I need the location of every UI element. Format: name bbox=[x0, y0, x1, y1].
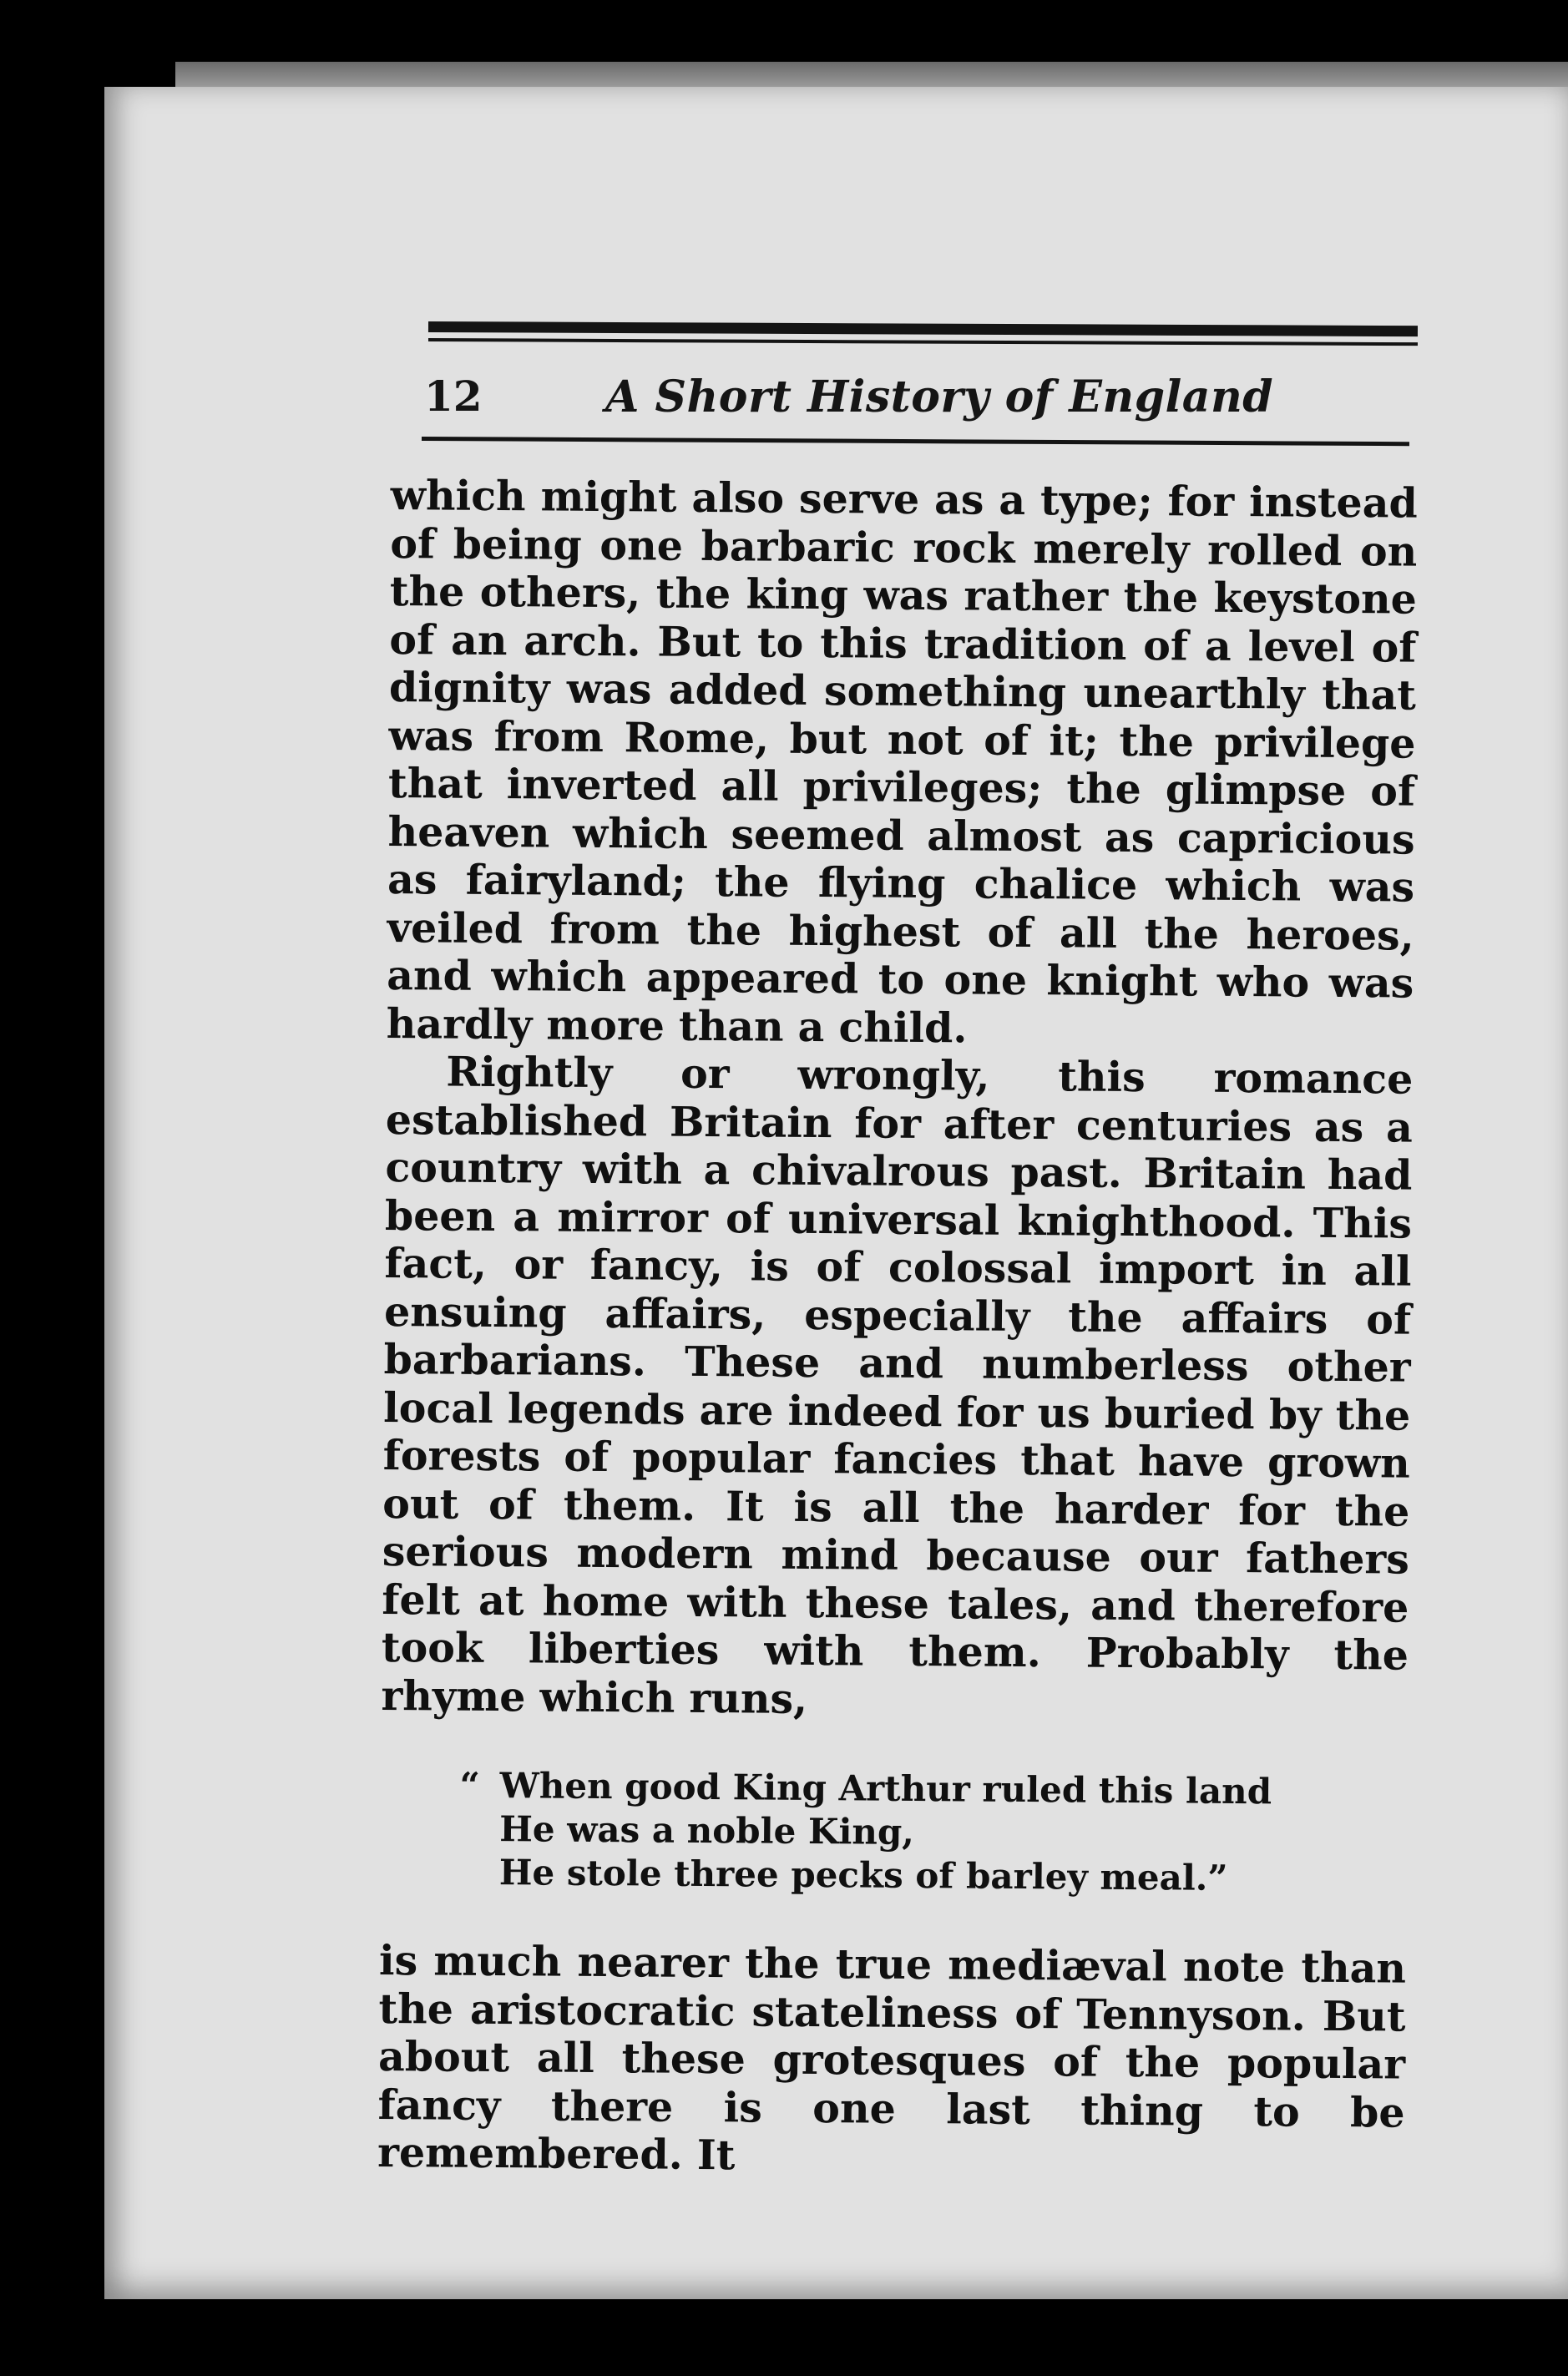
paragraph-1: which might also serve as a type; for instead of being one barbaric rock merely rolled on the others, the king was rather the keystone of an arch. But to this tradition of a level of dignity was added something unearthly that was from Rome, but not of it; the privilege that inverted all privileges; the glimpse of heaven which seemed almost as capricious as fairyland; the flying chalice which was veiled from the highest of all the heroes, and which appeared to one knight who was hardly more than a child. bbox=[386, 471, 1418, 1052]
page-number: 12 bbox=[424, 372, 483, 421]
verse-line-1 bbox=[459, 1764, 1407, 1815]
verse-line-2: He was a noble King, bbox=[499, 1808, 915, 1853]
verse-open-quote: “ bbox=[459, 1764, 481, 1806]
verse-quotation bbox=[459, 1764, 1408, 1902]
page-body bbox=[377, 472, 1418, 2185]
book-title: A Short History of England bbox=[605, 372, 1274, 422]
paragraph-2: Rightly or wrongly, this romance established Britain for after centuries as a country with a chivalrous past. Britain had been a mirror of universal knighthood. This fact, or fancy, is of colossal import in all ensuing affairs, especially the affairs of barbarians. These and numberless other local legends are indeed for us buried by the forests of popular fancies that have grown out of them. It is all the harder for the serious modern mind because our fathers felt at home with these tales, and therefore took liberties with them. Probably the rhyme which runs, bbox=[381, 1047, 1414, 1723]
scan-top-edge bbox=[175, 62, 1568, 87]
paragraph-3: is much nearer the true mediæval note than the aristocratic stateliness of Tennyson. But about all these grotesques of the popular fancy there is one last thing to be remembered. It bbox=[377, 1935, 1407, 2180]
verse-line-3: He stole three pecks of barley meal.” bbox=[498, 1852, 1228, 1898]
running-head bbox=[422, 372, 1415, 430]
verse-line-1-text: When good King Arthur ruled this land bbox=[499, 1765, 1272, 1812]
